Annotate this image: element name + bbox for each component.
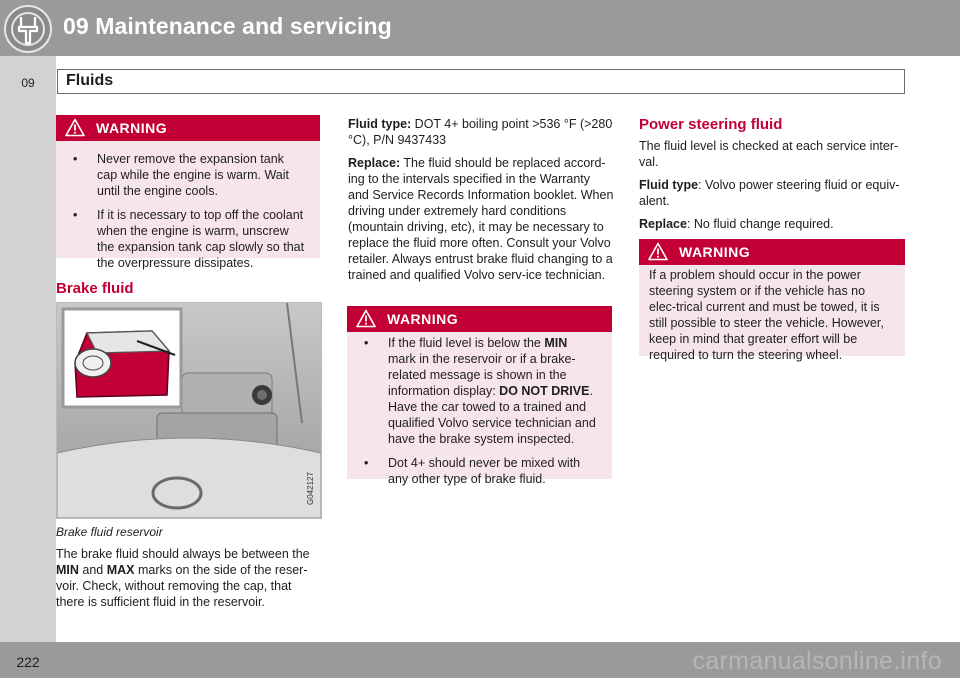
chapter-rail	[0, 56, 56, 642]
warning-item: • If it is necessary to top off the coolant when the engine is warm, unscrew the expansion tank cap slowly so that the overpressure dissipates.	[70, 207, 306, 271]
warning-triangle-icon	[356, 309, 376, 328]
warning-triangle-icon	[648, 242, 668, 261]
warning-box-power-steering	[639, 239, 905, 362]
section-title: Fluids	[66, 72, 114, 89]
brake-fluid-heading: Brake fluid	[56, 280, 134, 297]
fluid-type-label: Fluid type	[639, 178, 699, 192]
page-number: 222	[16, 654, 40, 670]
warning-header	[347, 306, 612, 332]
page-footer	[0, 642, 960, 678]
image-code: G042127	[306, 472, 315, 505]
warning-label: WARNING	[679, 244, 751, 260]
warning-item: • Dot 4+ should never be mixed with any other type of brake fluid.	[361, 455, 598, 487]
section-title-box	[57, 69, 905, 94]
warning-header	[56, 115, 320, 141]
brake-fluid-paragraph: The brake fluid should always be between the MIN and MAX marks on the side of the reser-voir. Check, without removing the cap, that there is sufficient fluid in the reservoir.	[56, 547, 310, 609]
warning-body	[56, 151, 320, 279]
brake-fluid-specs: Fluid type: DOT 4+ boiling point >536 °F (>280 °C), P/N 9437433 Replace: The fluid should be replaced accord-ing to the intervals specified in the Warranty and Service Records Information booklet. When driving under extremely hard conditions (mountain driving, etc), it may be necessary to replace the fluid more often. Consult your Volvo retailer. Always entrust brake fluid changing to a trained and qualified Volvo serv-ice technician.	[348, 117, 614, 282]
chapter-number: 09	[21, 76, 35, 90]
watermark: carmanualsonline.info	[692, 647, 942, 675]
warning-body	[639, 267, 905, 363]
warning-label: WARNING	[387, 311, 459, 327]
warning-triangle-icon	[65, 118, 85, 137]
image-caption: Brake fluid reservoir	[56, 525, 163, 539]
fluid-type-label: Fluid type:	[348, 117, 412, 131]
warning-text: If a problem should occur in the power steering system or if the vehicle has no elec-trical current and must be towed, it is still possible to steer the vehicle. However, keep in mind that greater effort will be required to turn the steering wheel.	[649, 268, 884, 362]
warning-box-brake	[347, 306, 612, 486]
warning-box-coolant	[56, 115, 320, 270]
warning-item: • If the fluid level is below the MIN mark in the reservoir or if a brake-related message is shown in the information display: DO NOT DRIVE. Have the car towed to a trained and qualified Volvo service technician and have the brake system inspected.	[361, 335, 598, 447]
replace-label: Replace	[639, 217, 687, 231]
wrench-icon	[2, 3, 54, 55]
warning-label: WARNING	[96, 120, 168, 136]
chapter-title: 09 Maintenance and servicing	[63, 13, 392, 39]
power-steering-heading: Power steering fluid	[639, 116, 783, 133]
chapter-header	[0, 0, 960, 56]
replace-label: Replace:	[348, 156, 401, 170]
warning-header	[639, 239, 905, 265]
brake-fluid-reservoir-image	[56, 302, 322, 519]
warning-body	[347, 335, 612, 495]
warning-item: • Never remove the expansion tank cap while the engine is warm. Wait until the engine cools.	[70, 151, 306, 199]
power-steering-text: The fluid level is checked at each service inter-val. Fluid type: Volvo power steering fluid or equiv-alent. Replace: No fluid change required.	[639, 139, 900, 231]
